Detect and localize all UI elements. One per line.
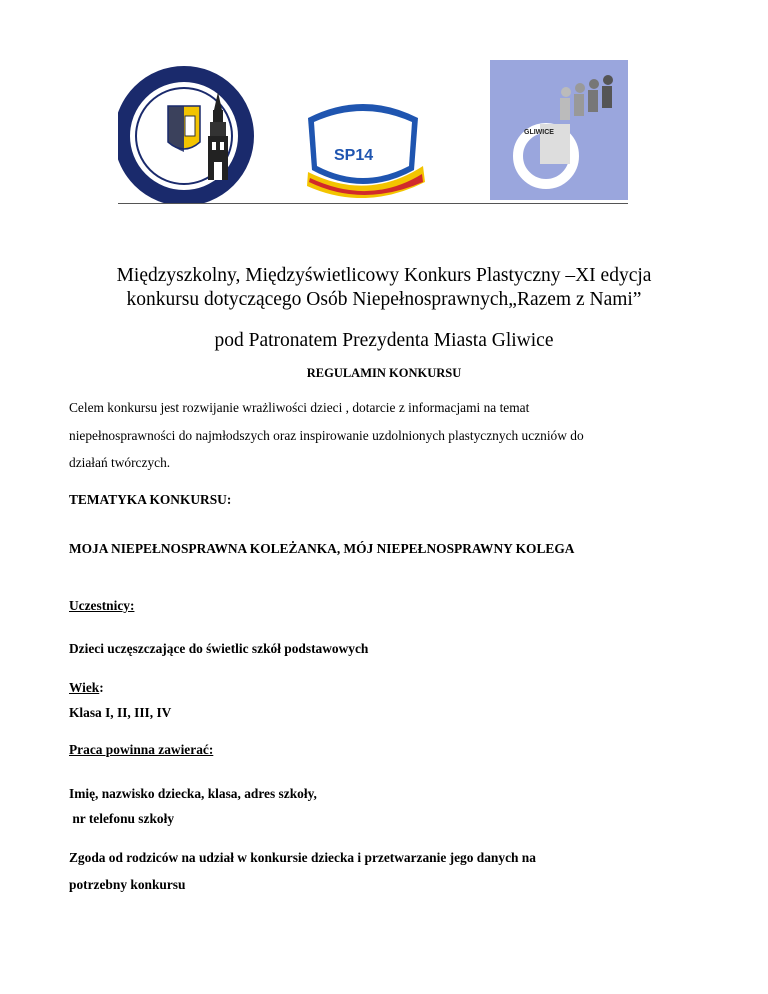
title-line-3: pod Patronatem Prezydenta Miasta Gliwice [214,330,554,351]
zgoda-line-1: Zgoda od rodziców na udział w konkursie dziecka i przetwarzanie jego danych na [69,850,536,865]
praca-line-1: Imię, nazwisko dziecka, klasa, adres szkoły, [69,786,317,801]
tematyka-heading: TEMATYKA KONKURSU: [69,492,232,507]
tematyka-value: MOJA NIEPEŁNOSPRAWNA KOLEŻANKA, MÓJ NIEPEŁNOSPRAWNY KOLEGA [69,541,575,556]
uczestnicy-value: Dzieci uczęszczające do świetlic szkół podstawowych [69,641,369,656]
praca-heading: Praca powinna zawierać: [69,742,214,757]
wiek-label: Wiek [69,680,100,695]
intro-line-3: działań twórczych. [69,455,171,470]
sp14-badge-text: SP14 [334,147,374,164]
razem-logo-text: GLIWICE [524,129,554,136]
zgoda-line-2: potrzebny konkursu [69,877,186,892]
samorzad-gliwice-logo [118,62,260,204]
title-line-1: Międzyszkolny, Międzyświetlicowy Konkurs Plastyczny –XI edycja [116,265,652,286]
title-line-2: konkursu dotyczącego Osób Niepełnosprawnych„Razem z Nami” [126,289,642,310]
header-divider [118,203,628,204]
intro-line-2: niepełnosprawności do najmłodszych oraz inspirowanie uzdolnionych plastycznych uczniów do [69,428,584,443]
wiek-colon: : [99,680,104,695]
razem-z-nami-logo [490,60,628,200]
regulamin-heading: REGULAMIN KONKURSU [306,366,462,380]
uczestnicy-heading: Uczestnicy: [69,598,135,613]
praca-line-2: nr telefonu szkoły [69,811,175,826]
wiek-value: Klasa I, II, III, IV [69,705,172,720]
sp14-school-logo [298,88,428,198]
intro-line-1: Celem konkursu jest rozwijanie wrażliwości dzieci , dotarcie z informacjami na temat [69,400,530,415]
wiek-heading [69,680,104,696]
